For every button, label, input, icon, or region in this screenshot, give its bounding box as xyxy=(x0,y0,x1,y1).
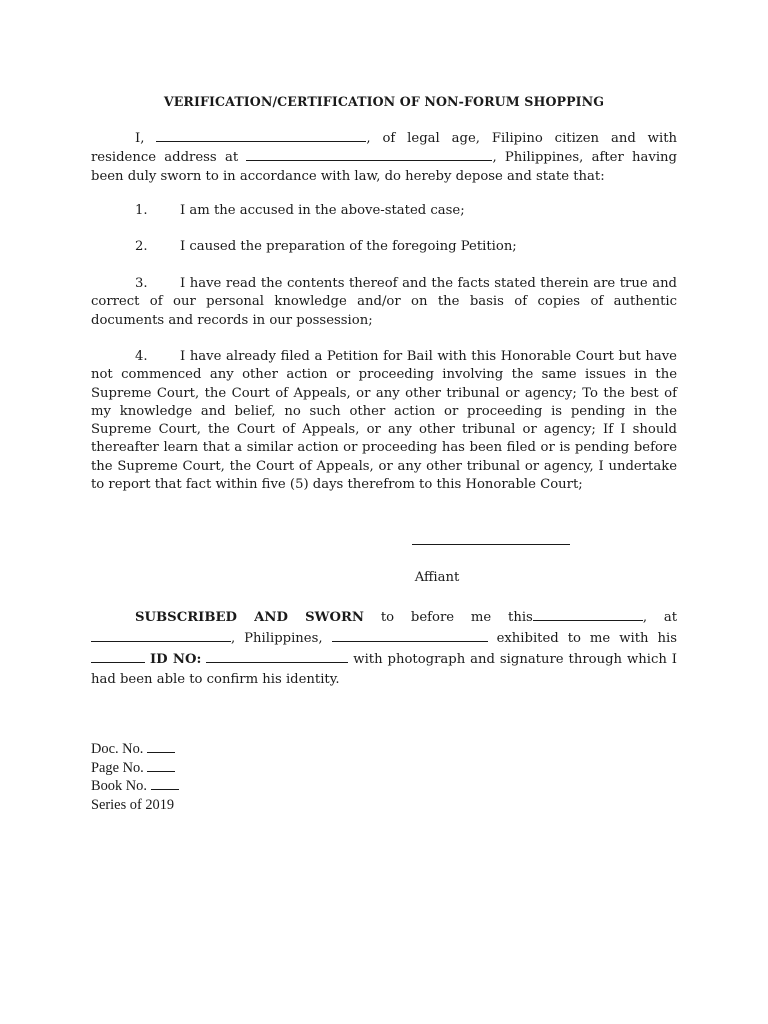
item-text: I have already filed a Petition for Bail with this Honorable Court but have not commenced any other action or proceeding involving the same issues in the Supreme Court, the Court of Appeals, or any other tribunal or agency; To the best of my knowledge and belief, no such other action or proceeding is pending in the Supreme Court, the Court of Appeals, or any other tribunal or agency; If I should thereafter learn that a similar action or proceeding has been filed or is pending before the Supreme Court, the Court of Appeals, or any other tribunal or agency, I undertake to report that fact within five (5) days therefrom to this Honorable Court; xyxy=(91,349,677,493)
id-no-label: ID NO: xyxy=(149,651,202,667)
book-no-label: Book No. xyxy=(91,778,147,794)
series-label: Series of 2019 xyxy=(91,796,175,813)
item-number: 1. xyxy=(135,203,148,218)
doc-no-blank[interactable] xyxy=(147,740,175,753)
name-blank[interactable] xyxy=(156,129,366,142)
item-text: I caused the preparation of the foregoing Petition; xyxy=(180,239,517,254)
item-text: I have read the contents thereof and the facts stated therein are true and correct of our personal knowledge and/or on the basis of copies of authentic documents and records in our possession; xyxy=(91,276,677,328)
affiant-signature-line[interactable] xyxy=(412,544,570,545)
item-4 xyxy=(91,348,677,494)
jurat-bold-lead: SUBSCRIBED AND SWORN xyxy=(135,610,364,625)
page-no-label: Page No. xyxy=(91,759,144,776)
item-number: 2. xyxy=(135,239,148,254)
place-blank[interactable] xyxy=(91,629,231,642)
intro-text-3: , Philippines, after having been duly sworn to in accordance with law, do hereby depose and state that: xyxy=(91,150,677,184)
jurat-text-5: with photograph and signature through which I had been able to confirm his identity. xyxy=(91,651,678,688)
item-number: 3. xyxy=(135,276,148,291)
item-3 xyxy=(91,275,677,330)
id-number-blank[interactable] xyxy=(206,650,348,663)
item-text: I am the accused in the above-stated case; xyxy=(180,203,465,218)
item-number: 4. xyxy=(135,349,148,364)
address-blank[interactable] xyxy=(246,148,492,161)
jurat-paragraph xyxy=(91,608,677,691)
intro-text-2: , of legal age, Filipino citizen and with residence address at xyxy=(91,131,677,166)
notarial-record xyxy=(91,740,179,814)
jurat-text-2: , at xyxy=(642,610,677,625)
date-exhibited-blank[interactable] xyxy=(332,629,488,642)
document-title: VERIFICATION/CERTIFICATION OF NON-FORUM SHOPPING xyxy=(163,94,605,109)
jurat-text-3: , Philippines, xyxy=(231,630,323,646)
intro-paragraph xyxy=(91,129,677,186)
date-blank[interactable] xyxy=(533,608,643,621)
item-1 xyxy=(91,202,677,220)
intro-text-1: I, xyxy=(135,131,145,146)
jurat-text-4: exhibited to me with his xyxy=(496,630,677,646)
doc-no-label: Doc. No. xyxy=(91,741,144,757)
jurat-text-1: to before me this xyxy=(380,610,533,625)
id-type-blank[interactable] xyxy=(91,650,145,663)
book-no-blank[interactable] xyxy=(151,777,179,790)
affiant-label: Affiant xyxy=(414,570,460,585)
page-no-blank[interactable] xyxy=(147,759,175,772)
item-2 xyxy=(91,238,677,256)
